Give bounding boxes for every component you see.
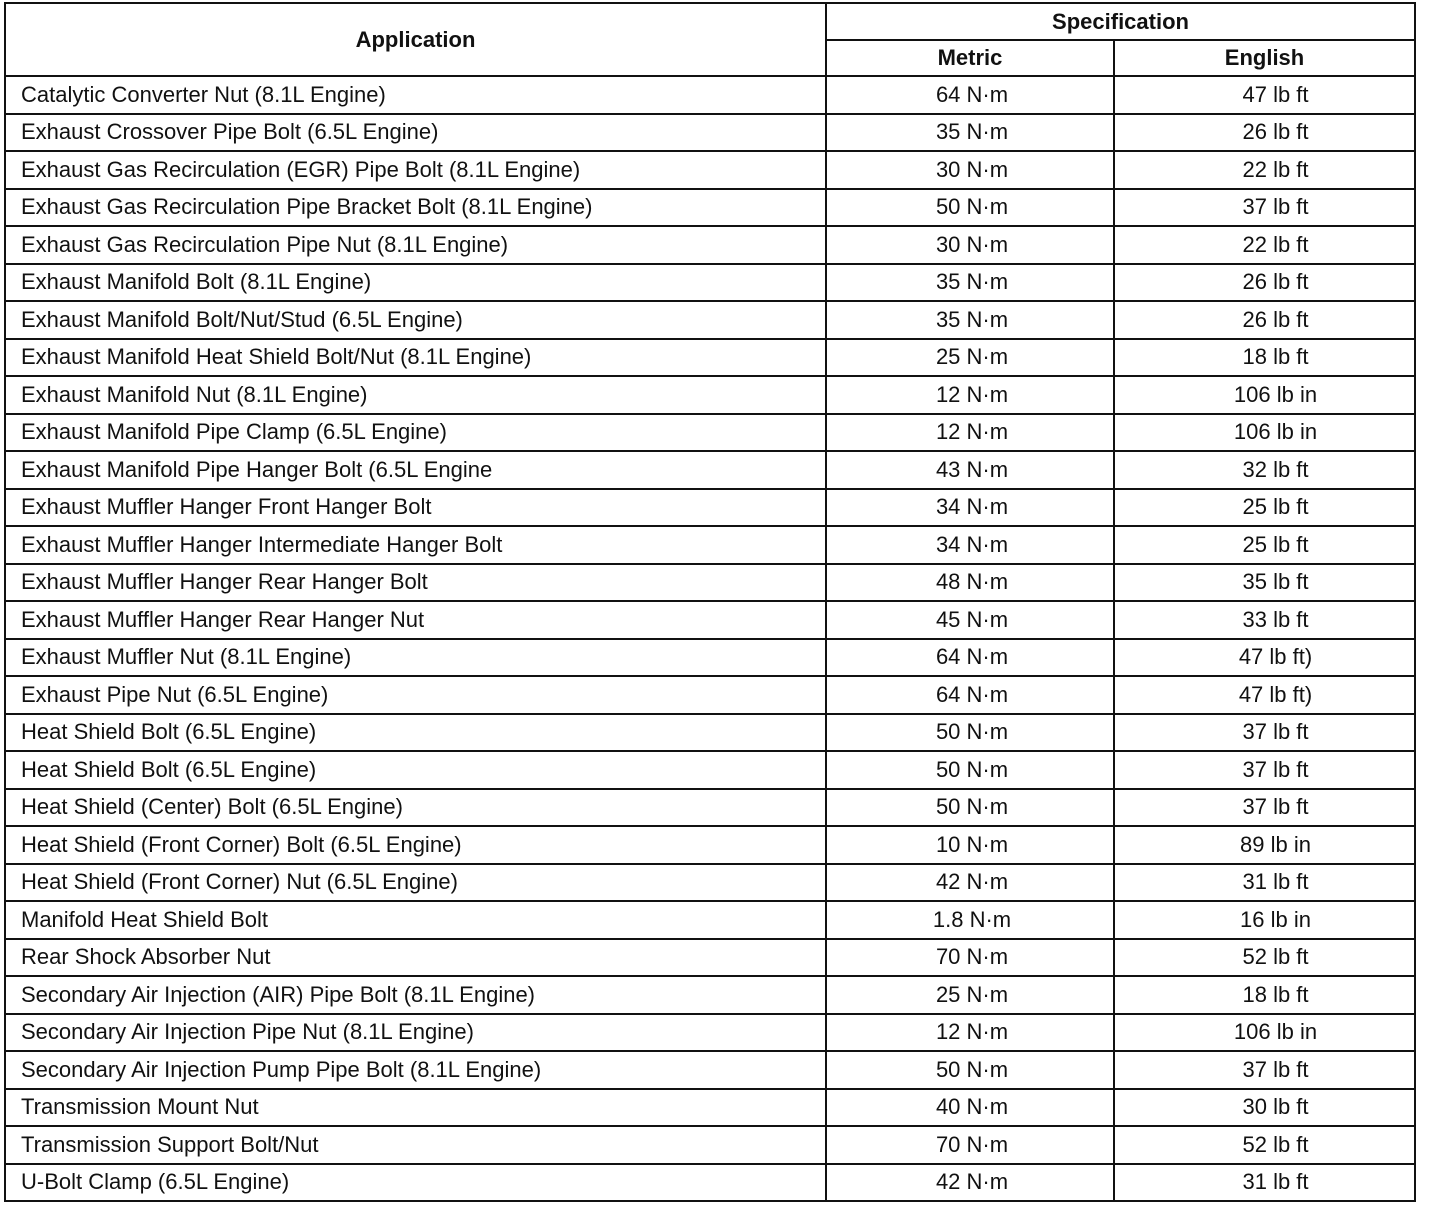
application-cell: Secondary Air Injection (AIR) Pipe Bolt (8.1L Engine) [5,976,826,1014]
metric-value-cell: 12 N·m [826,1014,1114,1052]
header-row-top [5,3,1415,40]
metric-value-cell: 45 N·m [826,601,1114,639]
english-value-cell: 25 lb ft [1114,489,1415,527]
english-value-cell: 22 lb ft [1114,151,1415,189]
table-row [5,489,1415,527]
english-value-cell: 37 lb ft [1114,751,1415,789]
metric-value-cell: 34 N·m [826,489,1114,527]
application-cell: Exhaust Manifold Pipe Clamp (6.5L Engine) [5,414,826,452]
metric-value-cell: 50 N·m [826,189,1114,227]
table-row [5,1126,1415,1164]
metric-value-cell: 43 N·m [826,451,1114,489]
metric-value-cell: 30 N·m [826,226,1114,264]
torque-spec-table [4,2,1416,1202]
application-cell: Secondary Air Injection Pipe Nut (8.1L Engine) [5,1014,826,1052]
metric-value-cell: 70 N·m [826,1126,1114,1164]
table-row [5,901,1415,939]
english-value-cell: 32 lb ft [1114,451,1415,489]
metric-value-cell: 35 N·m [826,301,1114,339]
english-value-cell: 31 lb ft [1114,1164,1415,1202]
english-value-cell: 106 lb in [1114,376,1415,414]
table-row [5,451,1415,489]
english-value-cell: 31 lb ft [1114,864,1415,902]
table-row [5,526,1415,564]
application-cell: Exhaust Muffler Hanger Rear Hanger Bolt [5,564,826,602]
table-row [5,976,1415,1014]
table-row [5,1164,1415,1202]
table-row [5,601,1415,639]
application-cell: Exhaust Manifold Heat Shield Bolt/Nut (8.1L Engine) [5,339,826,377]
application-cell: Exhaust Muffler Hanger Intermediate Hanger Bolt [5,526,826,564]
application-cell: Exhaust Gas Recirculation Pipe Bracket Bolt (8.1L Engine) [5,189,826,227]
english-value-cell: 37 lb ft [1114,1051,1415,1089]
metric-value-cell: 50 N·m [826,714,1114,752]
metric-header: Metric [826,40,1114,76]
metric-value-cell: 64 N·m [826,639,1114,677]
metric-value-cell: 10 N·m [826,826,1114,864]
application-cell: Exhaust Gas Recirculation Pipe Nut (8.1L Engine) [5,226,826,264]
english-value-cell: 52 lb ft [1114,939,1415,977]
torque-spec-table-container [4,2,1414,1202]
application-cell: Exhaust Manifold Bolt (8.1L Engine) [5,264,826,302]
metric-value-cell: 42 N·m [826,1164,1114,1202]
specification-header: Specification [826,3,1415,40]
application-cell: Exhaust Manifold Pipe Hanger Bolt (6.5L Engine [5,451,826,489]
english-value-cell: 47 lb ft [1114,76,1415,114]
english-value-cell: 26 lb ft [1114,264,1415,302]
table-body [5,76,1415,1201]
application-cell: Exhaust Manifold Bolt/Nut/Stud (6.5L Engine) [5,301,826,339]
application-cell: Transmission Mount Nut [5,1089,826,1127]
application-cell: Exhaust Crossover Pipe Bolt (6.5L Engine) [5,114,826,152]
metric-value-cell: 12 N·m [826,414,1114,452]
english-value-cell: 47 lb ft) [1114,676,1415,714]
english-value-cell: 47 lb ft) [1114,639,1415,677]
metric-value-cell: 50 N·m [826,1051,1114,1089]
application-cell: Heat Shield (Front Corner) Nut (6.5L Engine) [5,864,826,902]
english-value-cell: 26 lb ft [1114,301,1415,339]
table-row [5,714,1415,752]
table-row [5,226,1415,264]
table-row [5,189,1415,227]
table-row [5,1014,1415,1052]
table-row [5,826,1415,864]
application-cell: Transmission Support Bolt/Nut [5,1126,826,1164]
metric-value-cell: 48 N·m [826,564,1114,602]
english-value-cell: 37 lb ft [1114,714,1415,752]
metric-value-cell: 34 N·m [826,526,1114,564]
metric-value-cell: 40 N·m [826,1089,1114,1127]
application-cell: Heat Shield (Front Corner) Bolt (6.5L Engine) [5,826,826,864]
metric-value-cell: 64 N·m [826,676,1114,714]
application-cell: Exhaust Manifold Nut (8.1L Engine) [5,376,826,414]
table-row [5,789,1415,827]
metric-value-cell: 25 N·m [826,339,1114,377]
table-row [5,1089,1415,1127]
table-row [5,864,1415,902]
metric-value-cell: 1.8 N·m [826,901,1114,939]
english-value-cell: 37 lb ft [1114,189,1415,227]
table-row [5,339,1415,377]
application-cell: U-Bolt Clamp (6.5L Engine) [5,1164,826,1202]
table-row [5,939,1415,977]
english-value-cell: 30 lb ft [1114,1089,1415,1127]
application-cell: Exhaust Pipe Nut (6.5L Engine) [5,676,826,714]
metric-value-cell: 64 N·m [826,76,1114,114]
application-cell: Rear Shock Absorber Nut [5,939,826,977]
english-value-cell: 37 lb ft [1114,789,1415,827]
metric-value-cell: 12 N·m [826,376,1114,414]
table-row [5,301,1415,339]
metric-value-cell: 35 N·m [826,114,1114,152]
table-row [5,639,1415,677]
table-row [5,76,1415,114]
english-value-cell: 26 lb ft [1114,114,1415,152]
english-value-cell: 52 lb ft [1114,1126,1415,1164]
application-cell: Exhaust Muffler Hanger Rear Hanger Nut [5,601,826,639]
metric-value-cell: 42 N·m [826,864,1114,902]
english-value-cell: 106 lb in [1114,414,1415,452]
english-header: English [1114,40,1415,76]
application-cell: Exhaust Muffler Hanger Front Hanger Bolt [5,489,826,527]
metric-value-cell: 25 N·m [826,976,1114,1014]
english-value-cell: 106 lb in [1114,1014,1415,1052]
table-row [5,376,1415,414]
application-cell: Manifold Heat Shield Bolt [5,901,826,939]
application-cell: Heat Shield (Center) Bolt (6.5L Engine) [5,789,826,827]
application-cell: Exhaust Gas Recirculation (EGR) Pipe Bolt (8.1L Engine) [5,151,826,189]
application-cell: Secondary Air Injection Pump Pipe Bolt (8.1L Engine) [5,1051,826,1089]
english-value-cell: 22 lb ft [1114,226,1415,264]
metric-value-cell: 35 N·m [826,264,1114,302]
metric-value-cell: 50 N·m [826,789,1114,827]
table-row [5,114,1415,152]
metric-value-cell: 50 N·m [826,751,1114,789]
table-row [5,1051,1415,1089]
english-value-cell: 18 lb ft [1114,976,1415,1014]
english-value-cell: 35 lb ft [1114,564,1415,602]
metric-value-cell: 70 N·m [826,939,1114,977]
english-value-cell: 89 lb in [1114,826,1415,864]
table-row [5,414,1415,452]
table-row [5,676,1415,714]
english-value-cell: 33 lb ft [1114,601,1415,639]
english-value-cell: 18 lb ft [1114,339,1415,377]
table-row [5,564,1415,602]
application-cell: Catalytic Converter Nut (8.1L Engine) [5,76,826,114]
table-row [5,751,1415,789]
english-value-cell: 16 lb in [1114,901,1415,939]
application-cell: Heat Shield Bolt (6.5L Engine) [5,714,826,752]
english-value-cell: 25 lb ft [1114,526,1415,564]
application-cell: Exhaust Muffler Nut (8.1L Engine) [5,639,826,677]
application-header: Application [5,3,826,76]
table-row [5,264,1415,302]
table-row [5,151,1415,189]
application-cell: Heat Shield Bolt (6.5L Engine) [5,751,826,789]
table-header [5,3,1415,76]
metric-value-cell: 30 N·m [826,151,1114,189]
